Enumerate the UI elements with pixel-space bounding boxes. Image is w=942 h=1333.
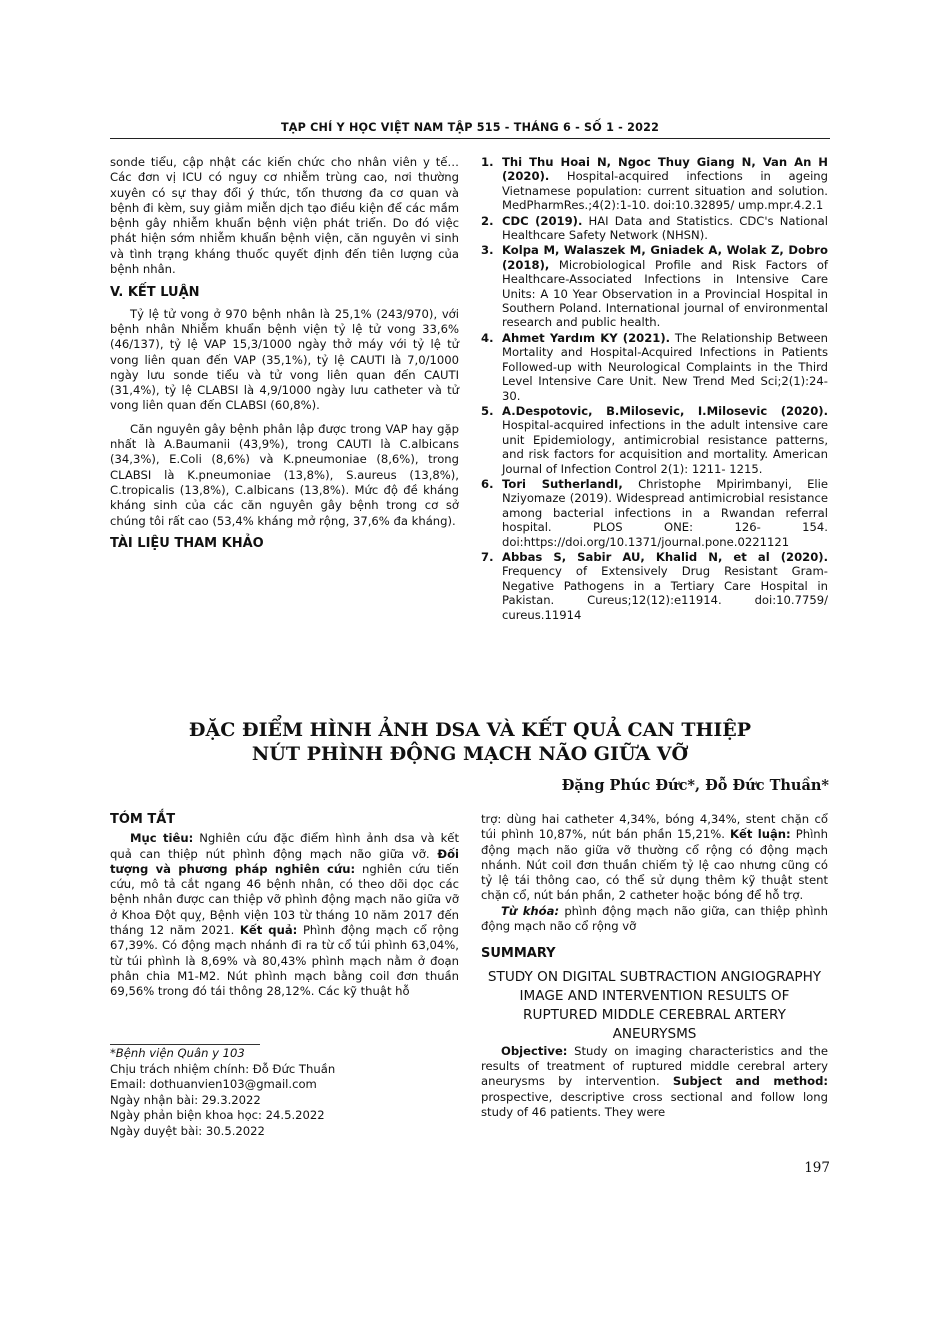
reference-authors: Ahmet Yardım KY (2021). [502,330,671,345]
reference-number: 2. [481,213,494,228]
reference-text: Christophe Mpirimbanyi, Elie Nziyomaze (2019). Widespread antimicrobial resistance among bacterial infections in a Rwandan referral hospital. PLOS ONE: 126- 154. doi:https://doi.org/10.1371/journal.pone.0221121 [502,476,828,549]
reference-number: 5. [481,403,494,418]
footnote-received: Ngày nhận bài: 29.3.2022 [110,1092,261,1107]
conclusion-paragraph-1: Tỷ lệ tử vong ở 970 bệnh nhân là 25,1% (243/970), với bệnh nhân Nhiễm khuẩn bệnh viện tỷ lệ tử vong 33,6% (46/137), tỷ lệ VAP 15,3/1000 ngày thở máy với tỷ lệ tử vong liên quan đến VAP (35,1%), tỷ lệ CAUTI là 7,0/1000 ngày lưu sonde tiểu và tử vong liên quan đến CAUTI (31,4%), tỷ lệ CLABSI là 4,9/1000 ngày lưu catheter và tử vong liên quan đến CLABSI (60,8%). [110,306,459,413]
results-text: Phình động mạch cổ rộng 67,39%. Có động mạch nhánh đi ra từ cổ túi phình 63,04%, từ túi phình là 8,69% và 80,43% phình mạch nằm ở đoạn phân chia M1-M2. Nút phình mạch bằng coil đơn thuần 69,56% trong đó tái thông 28,12%. Các kỹ thuật hỗ [110,923,460,999]
reference-item [481,477,828,549]
objective-text: Nghiên cứu đặc điểm hình ảnh dsa và kết quả can thiệp nút phình động mạch não giữa vỡ. [110,831,459,861]
reference-authors: A.Despotovic, B.Milosevic, I.Milosevic (2020). [502,403,828,418]
reference-text: Hospital-acquired infections in the adult intensive care unit Epidemiology, antimicrobial resistance patterns, and risk factors for acquisition and mortality. American Journal of Infection Control 2(1): 1211- 1215. [502,418,828,476]
footnote-email: Email: dothuanvien103@gmail.com [110,1077,317,1091]
article-title-line-1: ĐẶC ĐIỂM HÌNH ẢNH DSA VÀ KẾT QUẢ CAN THIỆP [188,719,752,741]
references-column [481,155,828,623]
reference-text: Frequency of Extensively Drug Resistant Gram-Negative Pathogens in a Tertiary Care Hospital in Pakistan. Cureus;12(12):e11914. doi:10.7759/ cureus.11914 [502,564,828,622]
objective-label: Mục tiêu: [130,831,194,846]
reference-item [481,331,828,403]
conclusion-label: Kết luận: [729,827,791,842]
reference-authors: Abbas S, Sabir AU, Khalid N, et al (2020). [502,549,828,564]
summary-column [481,812,828,1120]
reference-authors: Kolpa M, Walaszek M, Gniadek A, Wolak Z, Dobro (2018), [502,243,828,272]
reference-authors: Tori SutherlandI, [502,476,623,491]
reference-number: 7. [481,549,494,564]
reference-text: HAI Data and Statistics. CDC's National Healthcare Safety Network (NHSN). [502,213,829,243]
abstract-column [110,812,459,1000]
summary-objective-label: Objective: [501,1043,568,1058]
abstract-objective [110,831,459,999]
article-title-line-2: NÚT PHÌNH ĐỘNG MẠCH NÃO GIỮA VỠ [251,743,689,765]
results-label: Kết quả: [239,923,298,938]
reference-number: 1. [481,155,494,169]
reference-authors: CDC (2019). [502,213,583,228]
methods-label: Đối tượng và phương pháp nghiên cứu: [110,846,460,876]
abstract-heading: TÓM TẮT [110,812,176,827]
header-rule [110,138,830,139]
article-title [110,718,830,766]
conclusion-text: Phình động mạch não giữa vỡ thường cổ rộng có động mạch nhánh. Nút coil đơn thuần chiếm tỷ lệ cao nhưng cũng có tỷ lệ tái thông cao, có thể sử dụng thêm kỹ thuật stent chặn cổ, nút bán phần, 2 catheter hoặc bóng để hỗ trợ. [481,827,828,903]
methods-text: nghiên cứu tiến cứu, mô tả cắt ngang 46 bệnh nhân, có theo dõi dọc các bệnh nhân được can thiệp vỡ phình động mạch não giữa vỡ ở Khoa Đột quỵ, Bệnh viện 103 từ tháng 10 năm 2017 đến tháng 12 năm 2021. [110,861,459,938]
conclusion-paragraph-2: Căn nguyên gây bệnh phân lập được trong VAP hay gặp nhất là A.Baumanii (43,9%), trong CAUTI là C.albicans (34,3%), E.Coli (8,6%) và K.pneumoniae (8,6%), trong CLABSI là K.pneumoniae (13,8%), S.aureus (13,8%), C.tropicalis (13,8%), C.albicans (13,8%). Mức độ đề kháng kháng sinh của các căn nguyên gây bệnh trong cơ sở chúng tôi rất cao (53,4% kháng mở rộng, 37,6% đa kháng). [110,421,459,528]
summary-title: STUDY ON DIGITAL SUBTRACTION ANGIOGRAPHY IMAGE AND INTERVENTION RESULTS OF RUPTURED MIDDLE CEREBRAL ARTERY ANEURYSMS [487,968,822,1042]
footnote-accepted: Ngày duyệt bài: 30.5.2022 [110,1123,265,1138]
keywords-label: Từ khóa: [501,903,560,918]
reference-item [481,550,828,622]
reference-number: 4. [481,330,494,345]
summary-subject-label: Subject and method: [672,1074,829,1089]
summary-objective-text: Study on imaging characteristics and the results of treatment of ruptured middle cerebral artery aneurysms by intervention. [481,1043,828,1089]
article-authors: Đặng Phúc Đức*, Đỗ Đức Thuần* [561,777,829,794]
reference-number: 6. [481,476,494,491]
reference-item [481,214,828,243]
summary-objective [481,1044,828,1120]
summary-subject-text: prospective, descriptive cross sectional and follow long study of 46 patients. They were [481,1089,828,1119]
reference-list [481,155,828,622]
reference-authors: Thi Thu Hoai N, Ngoc Thuy Giang N, Van An H (2020). [502,155,828,184]
conclusion-heading: V. KẾT LUẬN [110,285,200,301]
footnote-affiliation: *Bệnh viện Quân y 103 [110,1046,245,1060]
reference-item [481,243,828,329]
reference-item [481,404,828,476]
keywords [481,904,828,935]
abstract-continuation [481,812,828,904]
summary-heading: SUMMARY [481,946,556,962]
reference-text: Microbiological Profile and Risk Factors of Healthcare-Associated Infections in Intensive Care Units: A 10 Year Observation in a Provincial Hospital in Southern Poland. International journal of environmental research and public health. [502,257,828,330]
footnote-corresponding: Chịu trách nhiệm chính: Đỗ Đức Thuần [110,1061,336,1076]
abstract-continuation-text: trợ: dùng hai catheter 4,34%, bóng 4,34%, stent chặn cổ túi phình 10,87%, nút bán phần 15,21%. [481,812,828,842]
journal-header: TẠP CHÍ Y HỌC VIỆT NAM TẬP 515 - THÁNG 6 - SỐ 1 - 2022 [280,121,660,134]
page-number: 197 [804,1160,830,1176]
reference-text: The Relationship Between Mortality and Hospital-Acquired Infections in Patients Followed-up with Neurological Complaints in the Third Level Intensive Care Unit. New Trend Med Sci;2(1):24-30. [502,330,828,403]
footnote-rule [110,1044,260,1045]
reference-item [481,155,828,213]
reference-number: 3. [481,243,494,258]
reference-text: Hospital-acquired infections in ageing Vietnamese population: current situation and solution. MedPharmRes.;4(2):1-10. doi:10.32895/ ump.mpr.4.2.1 [502,169,828,213]
keywords-text: phình động mạch não giữa, can thiệp phình động mạch não cổ rộng vỡ [481,903,828,934]
references-heading: TÀI LIỆU THAM KHẢO [110,535,264,551]
left-column-top [110,155,459,557]
footnote-reviewed: Ngày phản biện khoa học: 24.5.2022 [110,1108,325,1122]
footnotes [110,1046,335,1139]
intro-paragraph: sonde tiểu, cập nhật các kiến chức cho nhân viên y tế… Các đơn vị ICU có nguy cơ nhiễm trùng cao, nơi thường xuyên có sự thay đổi ý thức, tổn thương đa cơ quan và bệnh đi kèm, suy giảm miễn dịch tạo điều kiện để các mầm bệnh gây nhiễm khuẩn bệnh viện phát triển. Do đó việc phát hiện sớm nhiễm khuẩn bệnh viện, căn nguyên vi sinh và tình trạng kháng thuốc quyết định đến tiên lượng của bệnh nhân. [110,155,459,277]
